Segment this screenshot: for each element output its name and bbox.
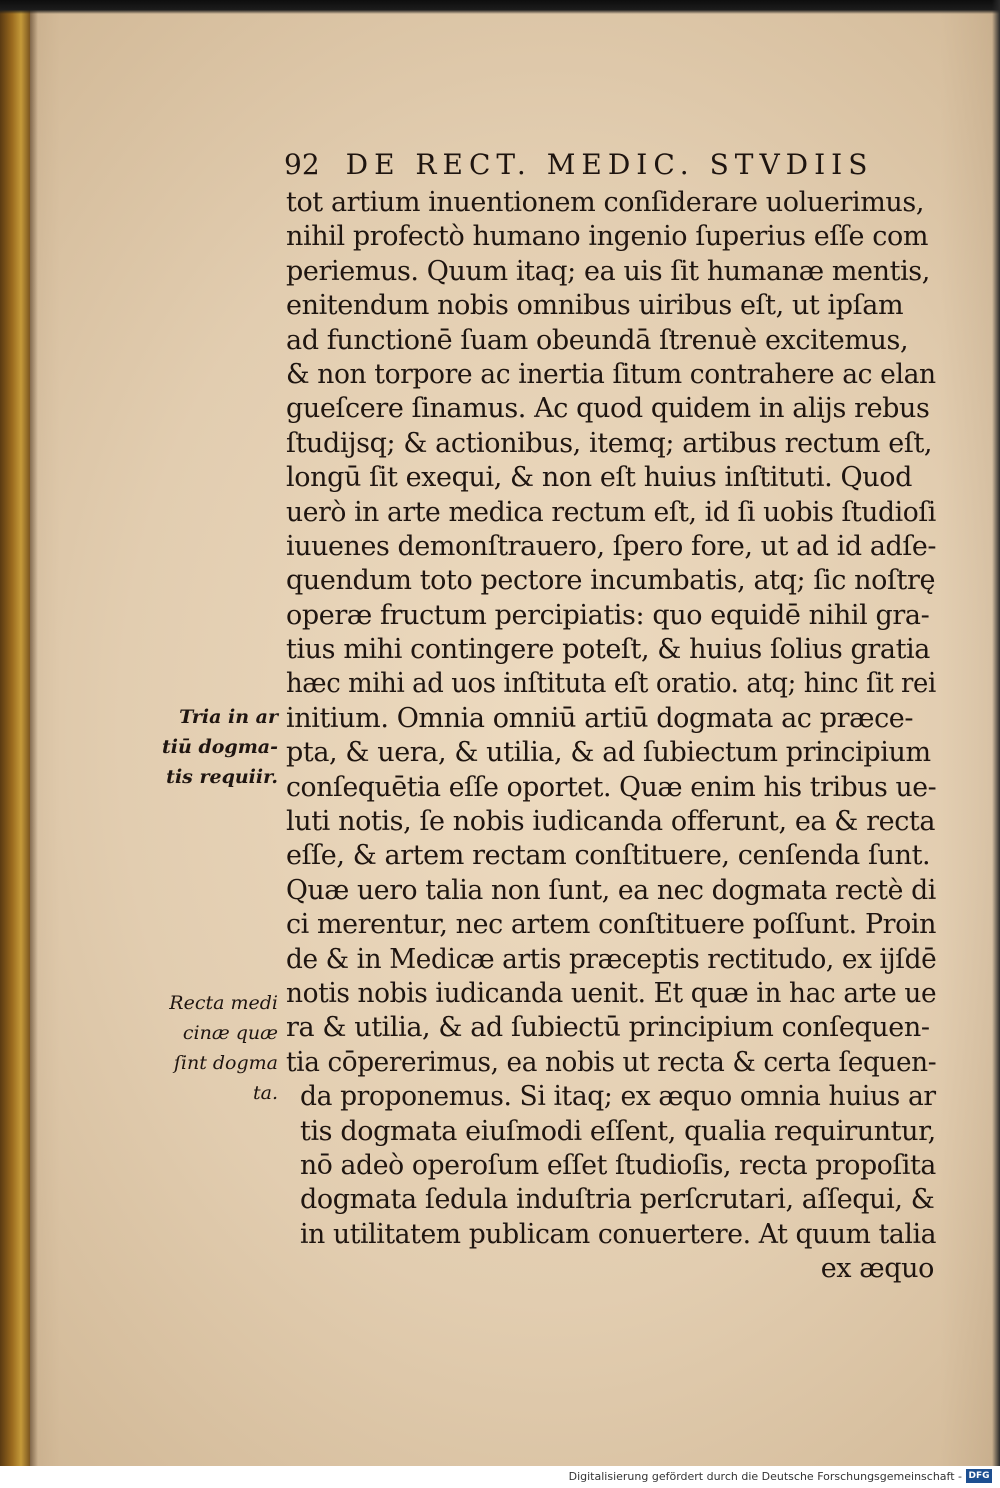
catchword: ex æquo [820,1253,934,1285]
text-line: eſſe, & artem rectam conſtituere, cenſenda ſunt. [286,840,931,872]
text-line: nō adeò operoſum eſſet ſtudioſis, recta propoſita [300,1149,936,1181]
text-line: de & in Medicæ artis præceptis rectitudo, ex ijſdē [286,943,937,975]
text-line: & non torpore ac inertia ſitum contrahere ac elan [286,358,936,390]
text-line: quendum toto pectore incumbatis, atq; ſic noſtrę [286,565,936,597]
text-line: ad functionē ſuam obeundā ſtrenuè excitemus, [286,324,909,356]
text-line: luti notis, ſe nobis iudicanda offerunt, ea & recta [286,806,936,838]
text-line: conſequētia eſſe oportet. Quæ enim his tribus ue- [286,771,937,803]
dfg-logo: DFG [966,1469,992,1483]
text-line: tot artium inuentionem conſiderare uoluerimus, [286,187,925,218]
margin-note-line: tiū dogma- [162,736,278,758]
margin-note-2 [150,988,278,1108]
text-line: ci merentur, nec artem conſtituere poſſunt. Proin [286,909,937,941]
running-head [284,148,924,181]
text-line: operæ fructum percipiatis: quo equidē nihil gra- [286,599,930,631]
text-line: nihil profectò humano ingenio ſuperius eſſe com [286,221,929,253]
margin-note-line: ſint dogma [173,1052,278,1074]
margin-note-line: ta. [252,1082,278,1104]
running-title: DE RECT. MEDIC. STVDIIS [345,148,874,181]
text-line: enitendum nobis omnibus uiribus eſt, ut ipſam [286,290,904,322]
text-line: tius mihi contingere poteſt, & huius ſolius gratia [286,634,930,666]
text-line: gueſcere ſinamus. Ac quod quidem in alijs rebus [286,393,930,425]
digitization-credit: Digitalisierung gefördert durch die Deutsche Forschungsgemeinschaft - [568,1470,962,1483]
text-line: notis nobis iudicanda uenit. Et quæ in hac arte ue [286,977,937,1009]
gutter-shadow [30,0,38,1466]
text-line: periemus. Quum itaq; ea uis ſit humanæ mentis, [286,255,930,287]
text-line: initium. Omnia omniū artiū dogmata ac præce- [286,702,914,734]
text-line: iuuenes demonſtrauero, ſpero fore, ut ad id adſe- [286,530,937,562]
text-line: hæc mihi ad uos inſtituta eſt oratio. atq; hinc ſit rei [286,668,936,700]
text-line: longū ſit exequi, & non eſt huius inſtituti. Quod [286,462,912,494]
margin-note-line: tis requiir. [166,766,278,788]
body-text [286,186,936,1287]
text-line: ſtudijsq; & actionibus, itemq; artibus rectum eſt, [286,427,933,459]
margin-note-line: cinæ quæ [182,1022,278,1044]
top-edge [0,0,1000,14]
text-line: in utilitatem publicam conuertere. At quum talia [300,1218,937,1250]
text-line: dogmata ſedula induſtria perſcrutari, aſſequi, & [300,1184,935,1216]
text-line: tia cōpererimus, ea nobis ut recta & certa ſequen- [286,1046,937,1078]
margin-note-1 [150,702,278,792]
text-line: tis dogmata eiuſmodi eſſent, qualia requiruntur, [300,1115,936,1147]
margin-note-line: Tria in ar [179,706,278,728]
text-line: uerò in arte medica rectum eſt, id ſi uobis ſtudioſi [286,496,936,528]
margin-note-line: Recta medi [169,992,278,1014]
book-spine [0,0,30,1466]
page-number: 92 [284,148,320,181]
right-edge [992,0,1000,1466]
text-line: ra & utilia, & ad ſubiectū principium conſequen- [286,1012,930,1044]
text-line: da proponemus. Si itaq; ex æquo omnia huius ar [300,1081,936,1113]
text-line: pta, & uera, & utilia, & ad ſubiectum principium [286,737,931,769]
text-line: Quæ uero talia non ſunt, ea nec dogmata rectè di [286,874,936,906]
